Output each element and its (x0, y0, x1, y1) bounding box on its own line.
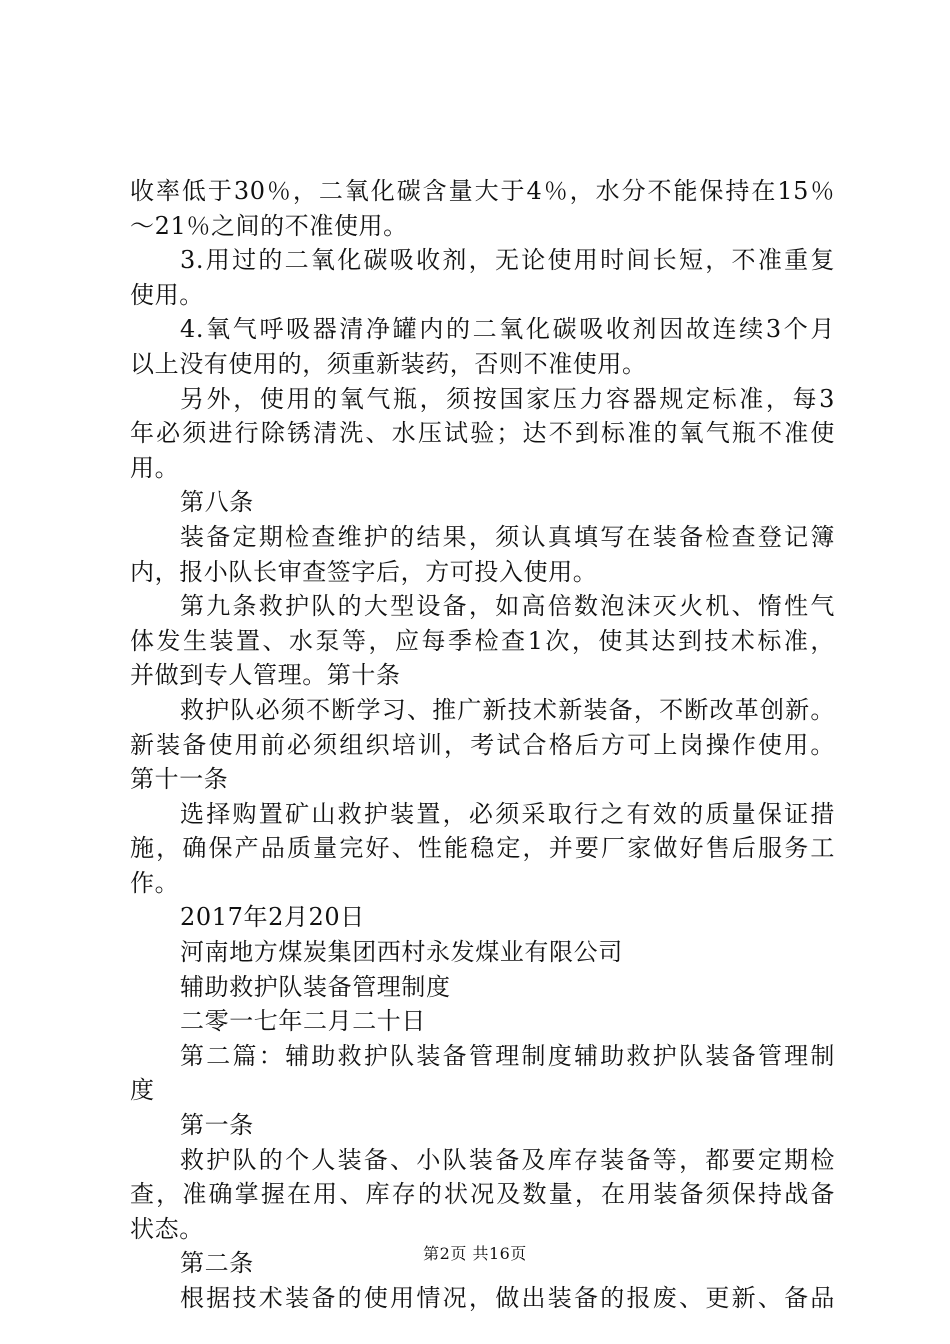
text-line: 第十一条 (130, 765, 229, 794)
text-line: 查，准确掌握在用、库存的状况及数量，在用装备须保持战备 (130, 1180, 835, 1209)
text-line: 另外，使用的氧气瓶，须按国家压力容器规定标准，每3 (180, 384, 835, 413)
text-line: 第一条 (180, 1111, 254, 1140)
text-line: ～21％之间的不准使用。 (130, 211, 408, 240)
text-line: 河南地方煤炭集团西村永发煤业有限公司 (180, 938, 623, 967)
text-line: 救护队的个人装备、小队装备及库存装备等，都要定期检 (180, 1145, 835, 1174)
text-line: 施，确保产品质量完好、性能稳定，并要厂家做好售后服务工 (130, 834, 835, 863)
text-line: 体发生装置、水泵等，应每季检查1次，使其达到技术标准， (130, 626, 835, 655)
text-line: 选择购置矿山救护装置，必须采取行之有效的质量保证措 (180, 799, 835, 828)
text-line: 3.用过的二氧化碳吸收剂，无论使用时间长短，不准重复 (180, 246, 835, 275)
text-line: 二零一七年二月二十日 (180, 1007, 426, 1036)
text-line: 根据技术装备的使用情况，做出装备的报废、更新、备品 (180, 1284, 835, 1312)
text-line: 并做到专人管理。第十条 (130, 661, 401, 690)
page-footer: 第2页 共16页 (423, 1244, 527, 1263)
text-line: 救护队必须不断学习、推广新技术新装备，不断改革创新。 (180, 695, 835, 724)
text-line: 辅助救护队装备管理制度 (180, 972, 451, 1001)
text-line: 第八条 (180, 488, 254, 517)
text-line: 用。 (130, 453, 180, 482)
text-line: 收率低于30％，二氧化碳含量大于4％，水分不能保持在15％ (130, 177, 835, 205)
text-line: 2017年2月20日 (180, 903, 365, 932)
text-line: 度 (130, 1076, 155, 1105)
text-line: 新装备使用前必须组织培训，考试合格后方可上岗操作使用。 (130, 730, 835, 759)
document-body (130, 174, 835, 1316)
text-line: 第九条救护队的大型设备，如高倍数泡沫灭火机、惰性气 (180, 592, 835, 621)
text-line: 4.氧气呼吸器清净罐内的二氧化碳吸收剂因故连续3个月 (180, 315, 835, 344)
text-line: 年必须进行除锈清洗、水压试验；达不到标准的氧气瓶不准使 (130, 419, 835, 448)
text-line: 第二篇：辅助救护队装备管理制度辅助救护队装备管理制 (180, 1041, 835, 1070)
text-line: 状态。 (130, 1214, 204, 1243)
text-line: 第二条 (180, 1249, 254, 1278)
text-line: 装备定期检查维护的结果，须认真填写在装备检查登记簿 (180, 522, 835, 551)
text-line: 使用。 (130, 280, 204, 309)
text-line: 作。 (130, 868, 180, 897)
text-line: 以上没有使用的，须重新装药，否则不准使用。 (130, 349, 647, 378)
text-line: 内，报小队长审查签字后，方可投入使用。 (130, 557, 598, 586)
